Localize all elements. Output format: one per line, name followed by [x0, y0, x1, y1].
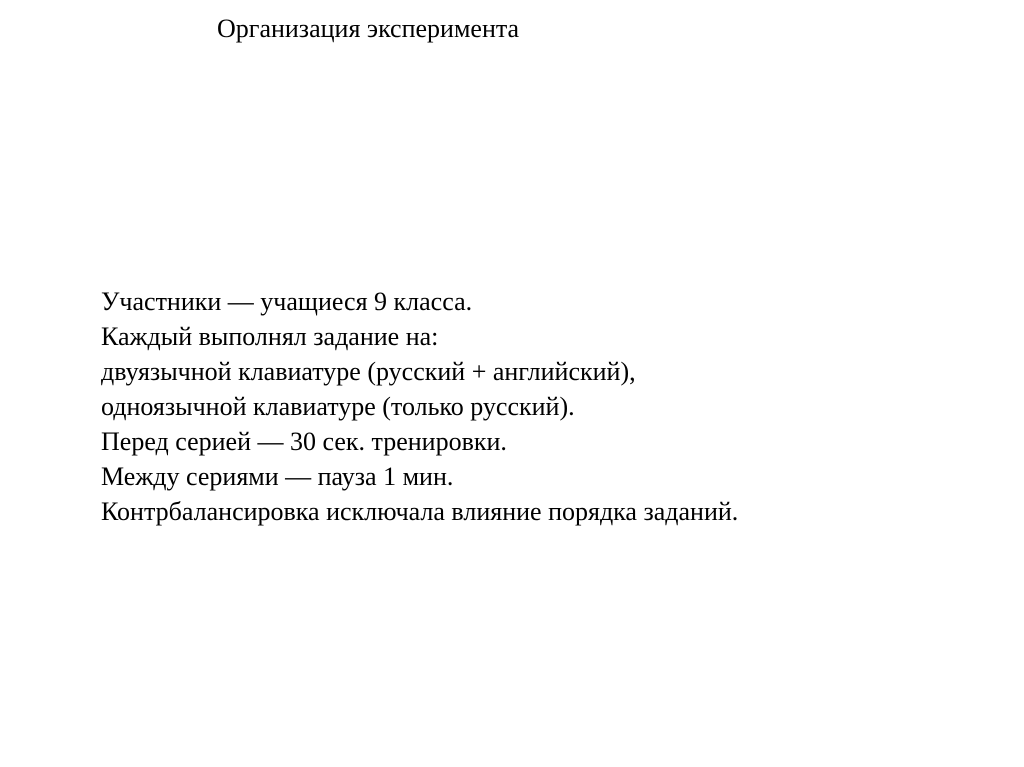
- body-line-task-intro: Каждый выполнял задание на:: [101, 322, 439, 351]
- body-line-counterbalancing: Контрбалансировка исключала влияние порядка заданий.: [101, 497, 739, 526]
- body-line-training: Перед серией — 30 сек. тренировки.: [101, 427, 507, 456]
- body-line-participants: Участники — учащиеся 9 класса.: [101, 287, 473, 316]
- slide-title: Организация эксперимента: [217, 14, 520, 43]
- body-line-bilingual-keyboard: двуязычной клавиатуре (русский + английский),: [101, 357, 636, 386]
- body-line-monolingual-keyboard: одноязычной клавиатуре (только русский).: [101, 392, 575, 421]
- body-line-pause: Между сериями — пауза 1 мин.: [101, 462, 454, 491]
- slide-body-text: [101, 284, 1001, 529]
